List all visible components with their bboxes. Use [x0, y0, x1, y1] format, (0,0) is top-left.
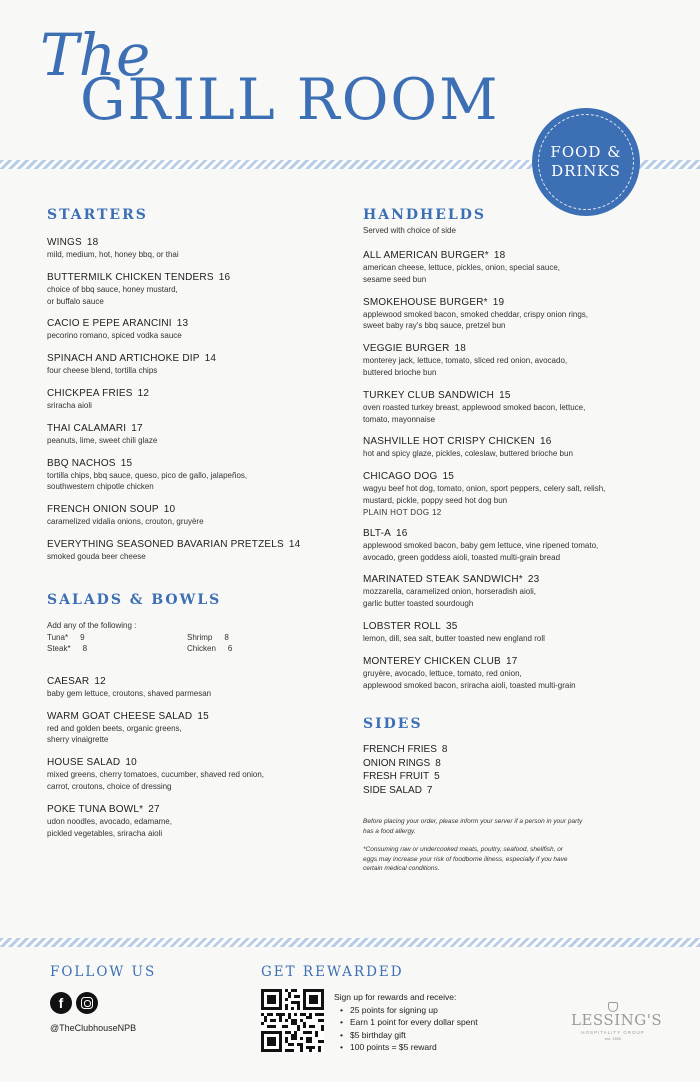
item-name: CHICKPEA FRIES — [47, 387, 133, 399]
item-price: 15 — [499, 389, 511, 401]
allergy-note: Before placing your order, please inform your server if a person in your party has a food allergy. — [363, 818, 583, 835]
item-description: oven roasted turkey breast, applewood smoked bacon, lettuce, — [363, 402, 586, 412]
item-price: 10 — [163, 504, 176, 516]
follow-us-title: FOLLOW US — [50, 964, 157, 980]
addon-option — [187, 633, 267, 642]
item-name: FRESH FRUIT — [363, 771, 430, 783]
item-addon: PLAIN HOT DOG 12 — [363, 507, 442, 517]
menu-item — [363, 342, 663, 379]
item-name: BBQ NACHOS — [47, 457, 116, 469]
item-description: mustard, pickle, poppy seed hot dog bun — [363, 495, 508, 505]
rewards-list — [340, 1004, 478, 1053]
addon-name: Steak* — [47, 643, 71, 653]
section-subtitle: Served with choice of side — [363, 226, 456, 235]
item-description: choice of bbq sauce, honey mustard, — [47, 284, 178, 294]
logo-wordmark: LESSING'S — [571, 1011, 663, 1029]
item-description: red and golden beets, organic greens, — [47, 723, 182, 733]
item-name: WINGS — [47, 237, 82, 248]
left-column — [47, 208, 337, 839]
lessings-logo — [571, 1002, 663, 1041]
item-name: MONTEREY CHICKEN CLUB — [363, 655, 501, 667]
item-price: 8 — [435, 757, 441, 769]
item-price: 23 — [527, 574, 540, 586]
item-description: hot and spicy glaze, pickles, coleslaw, buttered brioche bun — [363, 449, 573, 459]
item-description: baby gem lettuce, croutons, shaved parmesan — [47, 688, 212, 698]
addon-name: Shrimp — [187, 632, 213, 642]
item-name: SPINACH AND ARTICHOKE DIP — [47, 353, 200, 365]
rewards-intro: Sign up for rewards and receive: — [334, 992, 457, 1002]
addon-option — [187, 644, 267, 653]
addons-grid — [47, 633, 337, 653]
salads-section — [47, 593, 337, 840]
item-name: TURKEY CLUB SANDWICH — [363, 389, 495, 401]
item-price: 18 — [454, 343, 467, 355]
item-price: 14 — [288, 538, 301, 550]
item-name: POKE TUNA BOWL* — [47, 803, 144, 815]
item-description: four cheese blend, tortilla chips — [47, 366, 158, 376]
reward-item: • Earn 1 point for every dollar spent — [340, 1016, 478, 1028]
menu-item — [47, 387, 337, 412]
item-name: VEGGIE BURGER — [363, 343, 450, 355]
item-description: smoked gouda beer cheese — [47, 551, 146, 561]
item-price: 12 — [94, 675, 106, 687]
item-description: sesame seed bun — [363, 274, 427, 284]
item-name: WARM GOAT CHEESE SALAD — [47, 710, 193, 722]
menu-item — [47, 675, 337, 700]
item-price: 27 — [148, 803, 160, 815]
section-title-handhelds: HANDHELDS — [363, 207, 487, 223]
item-description: buttered brioche bun — [363, 367, 437, 377]
side-item — [363, 757, 663, 771]
instagram-icon[interactable] — [76, 992, 98, 1014]
item-price: 13 — [176, 318, 189, 330]
item-description: peanuts, lime, sweet chili glaze — [47, 435, 158, 445]
menu-item — [47, 803, 337, 840]
section-title-starters: STARTERS — [47, 207, 148, 223]
menu-item — [363, 527, 663, 564]
item-description: tomato, mayonnaise — [363, 414, 436, 424]
item-description: udon noodles, avocado, edamame, — [47, 816, 172, 826]
menu-item — [363, 389, 663, 426]
addon-name: Chicken — [187, 643, 216, 653]
item-name: CACIO E PEPE ARANCINI — [47, 318, 172, 330]
item-price: 16 — [218, 271, 231, 283]
item-description: tortilla chips, bbq sauce, queso, pico de gallo, jalapeños, — [47, 470, 248, 480]
sides-section — [363, 717, 663, 873]
logo-subtitle: HOSPITALITY GROUP — [581, 1030, 645, 1035]
item-price: 5 — [434, 771, 440, 783]
item-name: FRENCH FRIES — [363, 744, 437, 756]
addon-price: 9 — [80, 632, 85, 642]
title-script: The — [40, 21, 151, 89]
menu-item — [47, 317, 337, 342]
page-title: GRILL ROOM — [80, 67, 500, 133]
item-price: 7 — [426, 784, 433, 796]
social-handle[interactable]: @TheClubhouseNPB — [50, 1023, 137, 1033]
menu-item — [47, 236, 337, 261]
item-name: SMOKEHOUSE BURGER* — [363, 296, 488, 308]
menu-item — [47, 422, 337, 447]
addon-price: 8 — [224, 632, 229, 642]
logo-established: est. 1890 — [604, 1036, 622, 1041]
item-price: 8 — [441, 744, 448, 756]
right-column — [363, 208, 663, 873]
item-name: EVERYTHING SEASONED BAVARIAN PRETZELS — [47, 538, 284, 550]
reward-item: • 25 points for signing up — [340, 1004, 478, 1016]
item-price: 35 — [445, 620, 458, 632]
menu-item — [363, 620, 663, 645]
item-description: garlic butter toasted sourdough — [363, 599, 474, 609]
item-name: HOUSE SALAD — [47, 757, 121, 769]
side-item — [363, 770, 663, 784]
section-title-salads: SALADS & BOWLS — [47, 591, 222, 608]
addon-name: Tuna* — [47, 632, 69, 642]
item-price: 10 — [125, 757, 137, 769]
item-description: wagyu beef hot dog, tomato, onion, sport peppers, celery salt, relish, — [363, 484, 606, 494]
item-name: ONION RINGS — [363, 757, 431, 769]
item-description: caramelized vidalia onions, crouton, gruyère — [47, 517, 204, 527]
side-item — [363, 743, 663, 757]
item-name: BUTTERMILK CHICKEN TENDERS — [47, 271, 214, 283]
item-price: 15 — [197, 710, 209, 722]
menu-item — [363, 573, 663, 610]
item-description: sherry vinaigrette — [47, 735, 109, 745]
item-description: or buffalo sauce — [47, 296, 104, 306]
item-price: 14 — [204, 353, 217, 365]
item-name: FRENCH ONION SOUP — [47, 504, 159, 516]
reward-item: • $5 birthday gift — [340, 1029, 478, 1041]
item-description: pickled vegetables, sriracha aioli — [47, 828, 163, 838]
section-title-sides: SIDES — [363, 716, 423, 733]
addon-option — [47, 633, 187, 642]
item-description: sriracha aioli — [47, 400, 92, 410]
rope-divider-bottom — [0, 938, 700, 947]
badge-line-1: FOOD & — [550, 143, 622, 162]
addon-option — [47, 644, 187, 653]
menu-item — [363, 296, 663, 333]
item-price: 12 — [137, 387, 150, 399]
menu-item — [47, 457, 337, 494]
item-description: southwestern chipotle chicken — [47, 482, 154, 492]
badge-line-2: DRINKS — [551, 162, 621, 180]
item-price: 15 — [120, 457, 133, 469]
item-price: 17 — [505, 655, 518, 667]
menu-item — [47, 710, 337, 747]
item-name: BLT-A — [363, 527, 392, 539]
item-description: applewood smoked bacon, baby gem lettuce, vine ripened tomato, — [363, 540, 599, 550]
addon-price: 6 — [227, 643, 233, 653]
item-description: applewood smoked bacon, sriracha aioli, toasted multi-grain — [363, 680, 576, 690]
item-description: lemon, dill, sea salt, butter toasted new england roll — [363, 633, 545, 643]
facebook-icon[interactable]: f — [50, 992, 72, 1014]
item-price: 18 — [493, 250, 506, 261]
item-description: american cheese, lettuce, pickles, onion, special sauce, — [363, 263, 560, 272]
qr-code[interactable] — [261, 989, 324, 1052]
item-name: CHICAGO DOG — [363, 471, 438, 483]
item-description: sweet baby ray's bbq sauce, pretzel bun — [363, 321, 506, 331]
item-description: gruyère, avocado, lettuce, tomato, red onion, — [363, 668, 522, 678]
item-price: 17 — [131, 422, 143, 434]
item-price: 18 — [86, 237, 99, 248]
menu-item — [47, 756, 337, 793]
item-description: monterey jack, lettuce, tomato, sliced red onion, avocado, — [363, 356, 568, 366]
item-description: mild, medium, hot, honey bbq, or thai — [47, 250, 179, 259]
social-icons — [50, 992, 98, 1014]
get-rewarded-title: GET REWARDED — [261, 964, 404, 980]
menu-item — [47, 503, 337, 528]
item-description: pecorino romano, spiced vodka sauce — [47, 331, 182, 341]
handhelds-section — [363, 208, 663, 691]
item-name: THAI CALAMARI — [47, 422, 127, 434]
side-item — [363, 784, 663, 798]
item-price: 16 — [539, 436, 552, 448]
item-description: applewood smoked bacon, smoked cheddar, crispy onion rings, — [363, 309, 589, 319]
menu-item — [47, 538, 337, 563]
starters-section — [47, 208, 337, 563]
item-description: mozzarella, caramelized onion, horseradish aioli, — [363, 587, 536, 597]
item-price: 19 — [492, 296, 505, 308]
menu-item — [363, 655, 663, 692]
consumption-advisory: *Consuming raw or undercooked meats, poultry, seafood, shellfish, or eggs may increase your risk of foodborne illness, especially if you have certain medical conditions. — [363, 846, 568, 873]
addons-intro: Add any of the following : — [47, 620, 137, 630]
item-price: 15 — [442, 471, 454, 483]
item-name: CAESAR — [47, 675, 90, 687]
menu-item — [363, 470, 663, 517]
food-drinks-badge — [532, 108, 640, 216]
item-price: 16 — [396, 527, 408, 539]
menu-item — [363, 435, 663, 460]
sides-list — [363, 743, 663, 797]
menu-item — [47, 271, 337, 308]
item-name: NASHVILLE HOT CRISPY CHICKEN — [363, 436, 535, 448]
item-name: MARINATED STEAK SANDWICH* — [363, 574, 523, 586]
reward-item: • 100 points = $5 reward — [340, 1041, 478, 1053]
item-name: LOBSTER ROLL — [363, 620, 441, 632]
item-description: avocado, green goddess aioli, toasted multi-grain bread — [363, 552, 561, 562]
item-description: mixed greens, cherry tomatoes, cucumber, shaved red onion, — [47, 770, 264, 780]
addon-price: 8 — [82, 643, 88, 653]
menu-item — [363, 249, 663, 286]
menu-item — [47, 352, 337, 377]
item-name: ALL AMERICAN BURGER* — [363, 250, 489, 261]
item-description: carrot, croutons, choice of dressing — [47, 781, 172, 791]
item-name: SIDE SALAD — [363, 784, 422, 796]
